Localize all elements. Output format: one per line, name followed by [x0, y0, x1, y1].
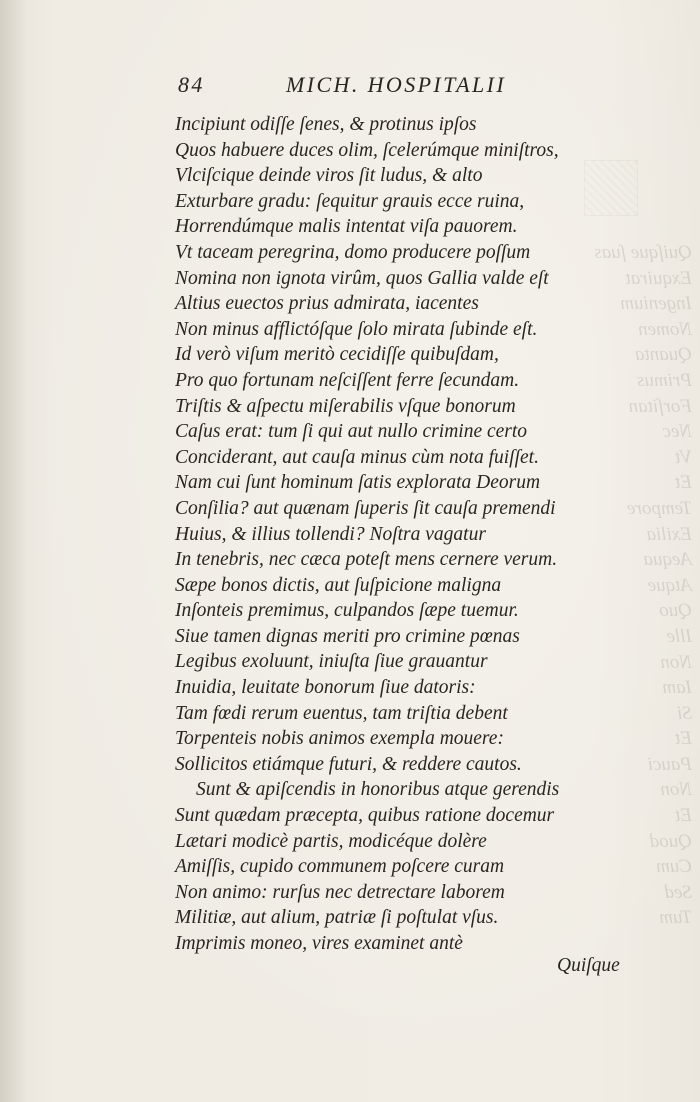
verse-line: Vt taceam peregrina, domo producere poſſum: [175, 241, 531, 263]
verse-line: Exturbare gradu: ſequitur grauis ecce ruina,: [175, 190, 525, 212]
verse-line: Pro quo fortunam neſciſſent ferre ſecundam.: [175, 369, 520, 391]
verse-line: Legibus exoluunt, iniuſta ſiue grauantur: [175, 651, 488, 673]
verse-line: Nomina non ignota virûm, quos Gallia valde eſt: [175, 267, 549, 289]
verse-line: Altius euectos prius admirata, iacentes: [175, 293, 479, 315]
verse-line: Conſilia? aut quænam ſuperis ſit cauſa premendi: [175, 497, 556, 519]
verse-line: Vlciſcique deinde viros ſit ludus, & alto: [175, 165, 483, 187]
verse-line: Siue tamen dignas meriti pro crimine pœnas: [175, 625, 520, 647]
verse-text: [175, 112, 615, 957]
verse-line: Imprimis moneo, vires examinet antè: [175, 933, 463, 954]
verse-line: Torpenteis nobis animos exempla mouere:: [175, 728, 504, 750]
verse-line: Militiæ, aut alium, patriæ ſi poſtulat vſus.: [175, 907, 499, 929]
verse-line: Inuidia, leuitate bonorum ſiue datoris:: [175, 677, 476, 699]
verse-line: Huius, & illius tollendi? Noſtra vagatur: [175, 523, 486, 545]
verse-line: Amiſſis, cupido communem poſcere curam: [175, 856, 505, 878]
verse-line: Inſonteis premimus, culpandos ſæpe tuemur.: [175, 600, 519, 622]
verse-line: Quos habuere duces olim, ſcelerúmque miniſtros,: [175, 139, 559, 161]
verse-line: Non animo: rurſus nec detrectare laborem: [175, 881, 505, 903]
show-through-text: Quiſque ſuas Exquirat Ingenium Nomen Quanta Primus Forſitan Nec Vt Et Tempore Exilia Aequa Atque Quo Ille Non Iam Si Et Pauci Non Et Quod Cum Sed Tum: [594, 242, 692, 929]
verse-line: Sunt quædam præcepta, quibus ratione docemur: [175, 805, 555, 827]
catchword: Quiſque: [557, 955, 620, 976]
verse-line: In tenebris, nec cæca poteſt mens cernere verum.: [175, 549, 558, 571]
verse-line: Triſtis & aſpectu miſerabilis vſque bonorum: [175, 395, 516, 417]
verse-line: Caſus erat: tum ſi qui aut nullo crimine certo: [175, 421, 528, 443]
verse-line: Sæpe bonos dictis, aut ſuſpicione maligna: [175, 574, 502, 596]
verse-line: Horrendúmque malis intentat viſa pauorem.: [175, 216, 518, 238]
verse-line: Lætari modicè partis, modicéque dolère: [175, 830, 487, 852]
verse-line: Id verò viſum meritò cecidiſſe quibuſdam,: [175, 344, 499, 366]
verse-line: Tam fœdi rerum euentus, tam triſtia debent: [175, 702, 508, 724]
gutter-shadow: [0, 0, 28, 1102]
page-number: 84: [178, 72, 205, 97]
verse-line: Conciderant, aut cauſa minus cùm nota fuiſſet.: [175, 446, 539, 468]
verse-line: Non minus afflictóſque ſolo mirata ſubinde eſt.: [175, 318, 538, 340]
running-header: [178, 72, 578, 104]
verse-line: Nam cui ſunt hominum ſatis explorata Deorum: [175, 472, 541, 494]
verse-line: Incipiunt odiſſe ſenes, & protinus ipſos: [175, 114, 477, 135]
verse-line: Sollicitos etiámque futuri, & reddere cautos.: [175, 753, 522, 775]
running-title: MICH. HOSPITALII: [286, 72, 507, 97]
verse-line-indented: Sunt & apiſcendis in honoribus atque gerendis: [196, 779, 560, 801]
